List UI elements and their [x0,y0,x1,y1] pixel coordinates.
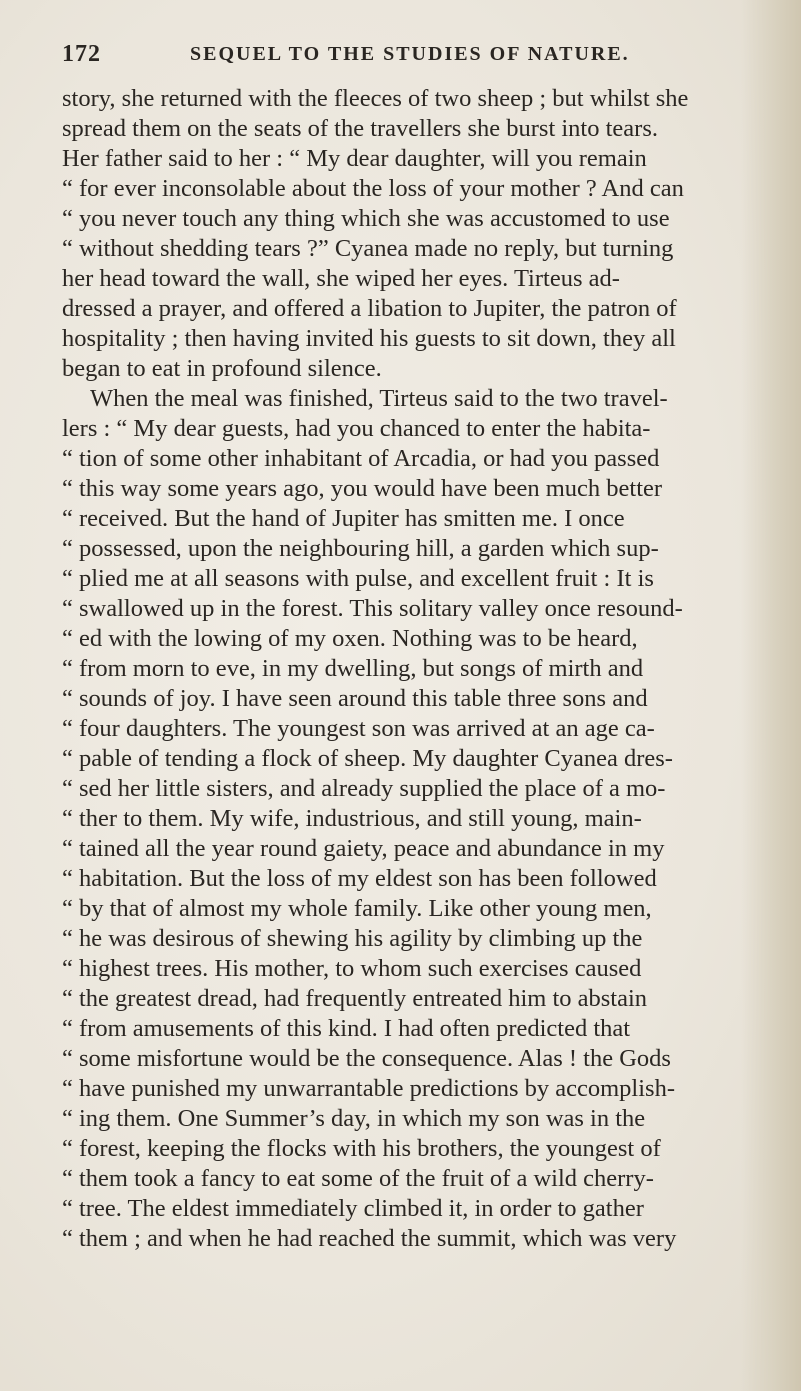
text-line: “ them ; and when he had reached the summit, which was very [62,1225,677,1252]
text-line: “ highest trees. His mother, to whom such exercises caused [62,955,642,982]
text-line: “ pable of tending a flock of sheep. My daughter Cyanea dres- [62,745,673,772]
text-line: “ them took a fancy to eat some of the fruit of a wild cherry- [62,1165,654,1192]
text-line: “ sounds of joy. I have seen around this table three sons and [62,685,648,712]
text-line: “ by that of almost my whole family. Like other young men, [62,895,652,922]
page-number: 172 [62,41,101,67]
text-line: “ ed with the lowing of my oxen. Nothing was to be heard, [62,625,638,652]
text-line: spread them on the seats of the travellers she burst into tears. [62,115,658,142]
text-line: “ tree. The eldest immediately climbed it, in order to gather [62,1195,644,1222]
text-line: “ for ever inconsolable about the loss of your mother ? And can [62,175,684,202]
text-line: “ from amusements of this kind. I had often predicted that [62,1015,631,1042]
text-line: “ you never touch any thing which she was accustomed to use [62,205,670,232]
text-line: “ without shedding tears ?” Cyanea made no reply, but turning [62,235,674,262]
text-line: lers : “ My dear guests, had you chanced to enter the habita- [62,415,651,442]
page-edge-shadow [741,0,801,1391]
text-line: “ swallowed up in the forest. This solitary valley once resound- [62,595,683,622]
text-line: “ habitation. But the loss of my eldest son has been followed [62,865,657,892]
running-title: SEQUEL TO THE STUDIES OF NATURE. [190,43,630,65]
text-line: “ some misfortune would be the consequence. Alas ! the Gods [62,1045,671,1072]
text-line: “ he was desirous of shewing his agility by climbing up the [62,925,643,952]
text-line: “ have punished my unwarrantable predictions by accomplish- [62,1075,675,1102]
paragraph-start-line: When the meal was finished, Tirteus said to the two travel- [90,385,668,412]
text-line: “ from morn to eve, in my dwelling, but songs of mirth and [62,655,644,682]
text-line: “ plied me at all seasons with pulse, and excellent fruit : It is [62,565,654,592]
text-line: “ this way some years ago, you would have been much better [62,475,663,502]
text-line: “ tained all the year round gaiety, peace and abundance in my [62,835,665,862]
text-line: “ ther to them. My wife, industrious, and still young, main- [62,805,642,832]
text-line: began to eat in profound silence. [62,355,382,382]
text-line: “ four daughters. The youngest son was arrived at an age ca- [62,715,655,742]
text-line: “ received. But the hand of Jupiter has smitten me. I once [62,505,625,532]
text-line: “ sed her little sisters, and already supplied the place of a mo- [62,775,666,802]
text-line: hospitality ; then having invited his guests to sit down, they all [62,325,676,352]
page-header [62,41,702,71]
text-line: “ possessed, upon the neighbouring hill, a garden which sup- [62,535,659,562]
text-line: Her father said to her : “ My dear daughter, will you remain [62,145,647,172]
text-line: “ forest, keeping the flocks with his brothers, the youngest of [62,1135,661,1162]
text-line: her head toward the wall, she wiped her eyes. Tirteus ad- [62,265,620,292]
text-line: dressed a prayer, and offered a libation to Jupiter, the patron of [62,295,677,322]
text-line: “ the greatest dread, had frequently entreated him to abstain [62,985,648,1012]
text-line: story, she returned with the fleeces of two sheep ; but whilst she [62,85,689,112]
text-line: “ tion of some other inhabitant of Arcadia, or had you passed [62,445,660,472]
text-line: “ ing them. One Summer’s day, in which my son was in the [62,1105,646,1132]
